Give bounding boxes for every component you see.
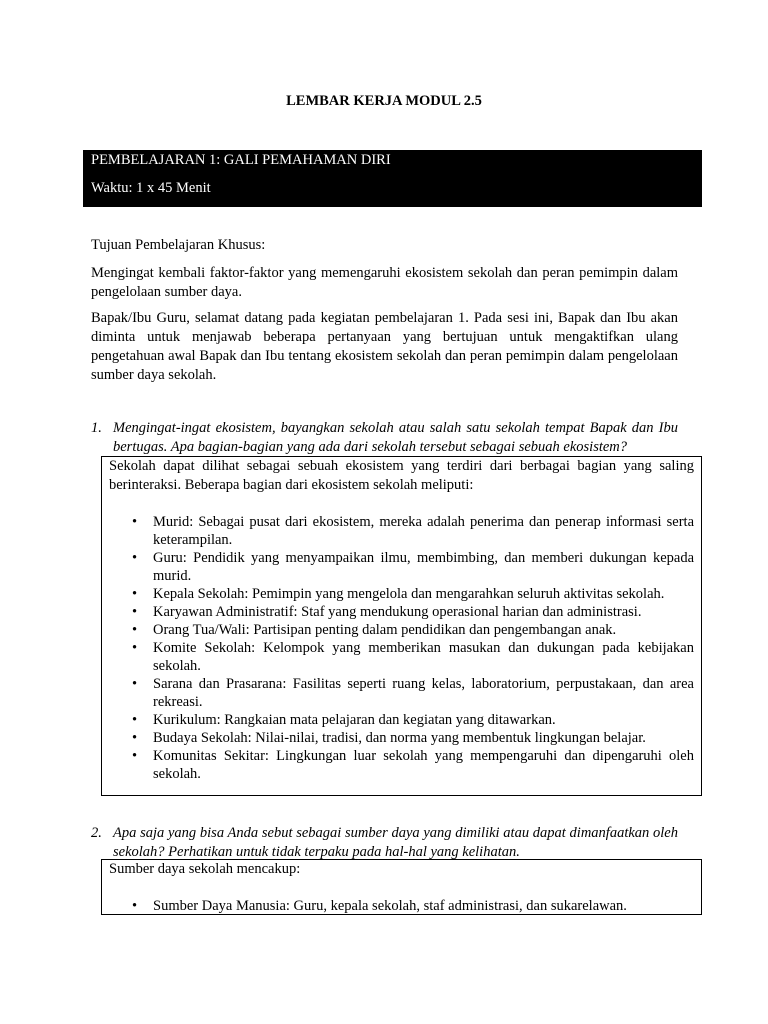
list-item-text: Kepala Sekolah: Pemimpin yang mengelola dan mengarahkan seluruh aktivitas sekolah. [153, 586, 665, 602]
answer-intro: Sumber daya sekolah mencakup: [109, 861, 301, 877]
list-item-text: Komunitas Sekitar: Lingkungan luar sekolah yang mempengaruhi dan dipengaruhi oleh sekolah. [153, 748, 694, 782]
bullet-icon: • [132, 514, 138, 530]
bullet-icon: • [132, 604, 138, 620]
list-item [132, 603, 694, 621]
objective-text: Mengingat kembali faktor-faktor yang memengaruhi ekosistem sekolah dan peran pemimpin dalam pengelolaan sumber daya. [91, 265, 678, 300]
bullet-icon: • [132, 712, 138, 728]
section-header-box [83, 150, 702, 207]
question-number: 2. [91, 825, 102, 841]
bullet-icon: • [132, 586, 138, 602]
list-item [132, 711, 694, 729]
list-item [132, 513, 694, 549]
list-item [132, 729, 694, 747]
list-item-text: Komite Sekolah: Kelompok yang memberikan masukan dan dukungan pada kebijakan sekolah. [153, 640, 694, 674]
section-header-title: PEMBELAJARAN 1: GALI PEMAHAMAN DIRI [91, 152, 391, 168]
answer-intro: Sekolah dapat dilihat sebagai sebuah ekosistem yang terdiri dari berbagai bagian yang saling berinteraksi. Beberapa bagian dari ekosistem sekolah meliputi: [109, 458, 694, 493]
question-number: 1. [91, 420, 102, 436]
list-item-text: Orang Tua/Wali: Partisipan penting dalam pendidikan dan pengembangan anak. [153, 622, 617, 638]
question-text: Mengingat-ingat ekosistem, bayangkan sekolah atau salah satu sekolah tempat Bapak dan Ibu bertugas. Apa bagian-bagian yang ada dari sekolah tersebut sebagai sebuah ekosistem? [113, 420, 678, 455]
list-item [132, 639, 694, 675]
answer-list [109, 513, 694, 783]
objective-label: Tujuan Pembelajaran Khusus: [91, 237, 266, 253]
bullet-icon: • [132, 898, 138, 914]
list-item [132, 747, 694, 783]
answer-box-2[interactable] [101, 859, 702, 915]
list-item-text: Kurikulum: Rangkaian mata pelajaran dan kegiatan yang ditawarkan. [153, 712, 556, 728]
question-2 [91, 824, 678, 862]
intro-text: Bapak/Ibu Guru, selamat datang pada kegiatan pembelajaran 1. Pada sesi ini, Bapak dan Ibu akan diminta untuk menjawab beberapa pertanyaan yang bertujuan untuk mengaktifkan ulang pengetahuan awal Bapak dan Ibu tentang ekosistem sekolah dan peran pemimpin dalam pengelolaan sumber daya sekolah. [91, 310, 678, 383]
bullet-icon: • [132, 730, 138, 746]
list-item-text: Sumber Daya Manusia: Guru, kepala sekolah, staf administrasi, dan sukarelawan. [153, 898, 627, 914]
question-text: Apa saja yang bisa Anda sebut sebagai sumber daya yang dimiliki atau dapat dimanfaatkan oleh sekolah? Perhatikan untuk tidak terpaku pada hal-hal yang kelihatan. [113, 825, 678, 860]
list-item [132, 585, 694, 603]
list-item [132, 897, 694, 915]
answer-list [109, 897, 694, 915]
list-item-text: Karyawan Administratif: Staf yang mendukung operasional harian dan administrasi. [153, 604, 642, 620]
list-item-text: Guru: Pendidik yang menyampaikan ilmu, membimbing, dan memberi dukungan kepada murid. [153, 550, 694, 584]
bullet-icon: • [132, 640, 138, 656]
answer-box-1[interactable] [101, 456, 702, 796]
list-item [132, 549, 694, 585]
bullet-icon: • [132, 676, 138, 692]
question-1 [91, 419, 678, 457]
list-item-text: Budaya Sekolah: Nilai-nilai, tradisi, dan norma yang membentuk lingkungan belajar. [153, 730, 646, 746]
list-item-text: Sarana dan Prasarana: Fasilitas seperti ruang kelas, laboratorium, perpustakaan, dan area rekreasi. [153, 676, 694, 710]
bullet-icon: • [132, 550, 138, 566]
bullet-icon: • [132, 748, 138, 764]
list-item-text: Murid: Sebagai pusat dari ekosistem, mereka adalah penerima dan penerap informasi serta keterampilan. [153, 514, 694, 548]
page-title: LEMBAR KERJA MODUL 2.5 [286, 93, 482, 109]
list-item [132, 621, 694, 639]
bullet-icon: • [132, 622, 138, 638]
section-header-duration: Waktu: 1 x 45 Menit [91, 180, 211, 196]
list-item [132, 675, 694, 711]
